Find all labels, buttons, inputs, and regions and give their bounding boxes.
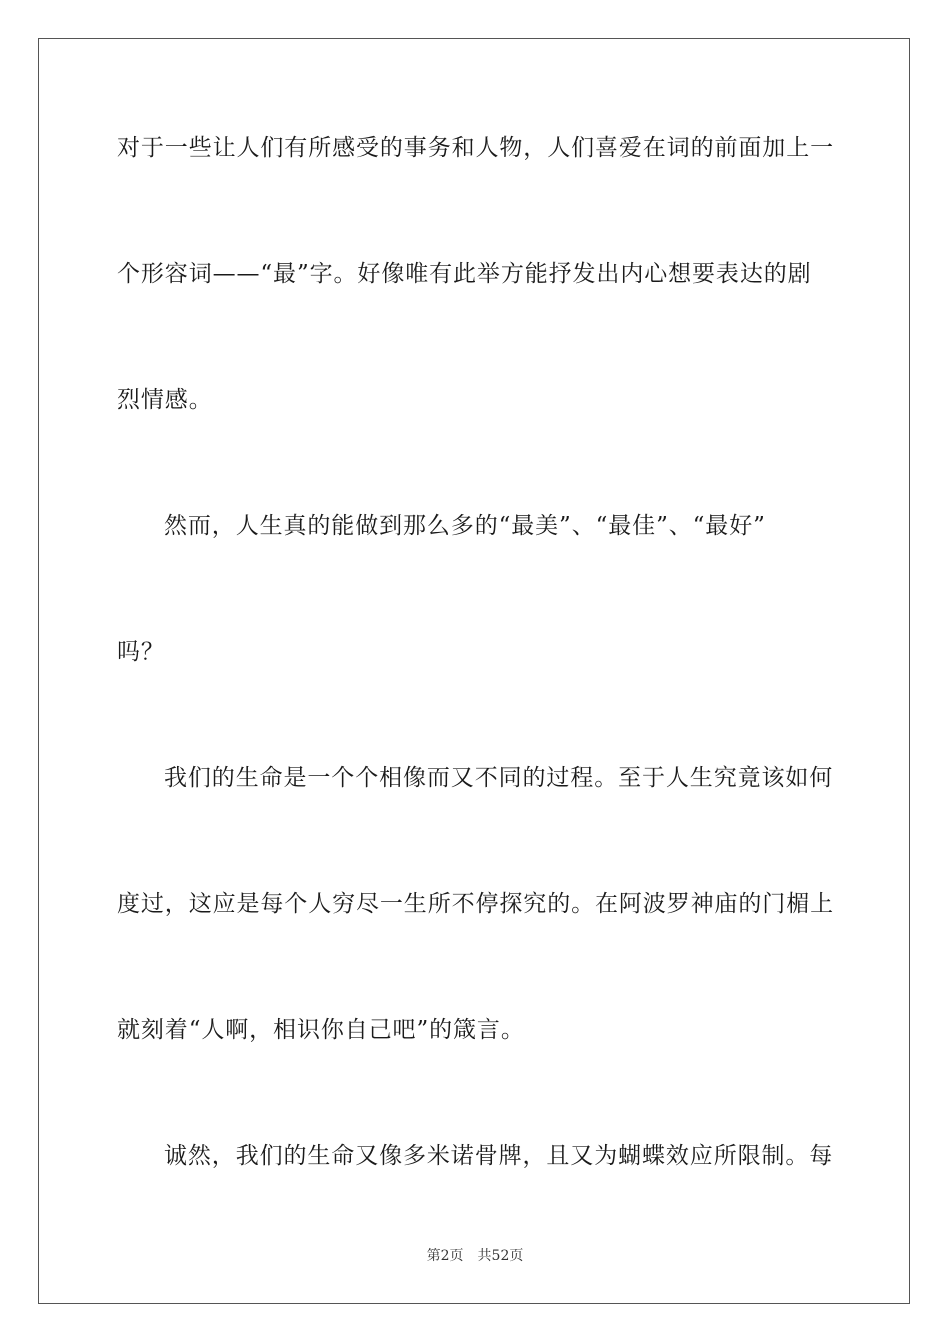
paragraph-line: 吗？ (117, 639, 165, 665)
paragraph-line: 烈情感。 (117, 387, 213, 413)
page-total: 共52页 (477, 1248, 524, 1264)
page-number: 第2页 (426, 1248, 464, 1264)
paragraph-line: 诚然，我们的生命又像多米诺骨牌，且又为蝴蝶效应所限制。每 (164, 1143, 834, 1169)
page-footer (0, 1246, 950, 1266)
paragraph-line: 度过，这应是每个人穷尽一生所不停探究的。在阿波罗神庙的门楣上 (117, 891, 834, 917)
paragraph-line: 对于一些让人们有所感受的事务和人物，人们喜爱在词的前面加上一 (117, 135, 834, 161)
paragraph-line: 就刻着“人啊，相识你自己吧”的箴言。 (117, 1017, 525, 1043)
page-border (38, 38, 910, 1304)
paragraph-line: 然而，人生真的能做到那么多的“最美”、“最佳”、“最好” (164, 513, 766, 539)
paragraph-line: 个形容词——“最”字。好像唯有此举方能抒发出内心想要表达的剧 (117, 261, 812, 287)
paragraph-line: 我们的生命是一个个相像而又不同的过程。至于人生究竟该如何 (164, 765, 834, 791)
